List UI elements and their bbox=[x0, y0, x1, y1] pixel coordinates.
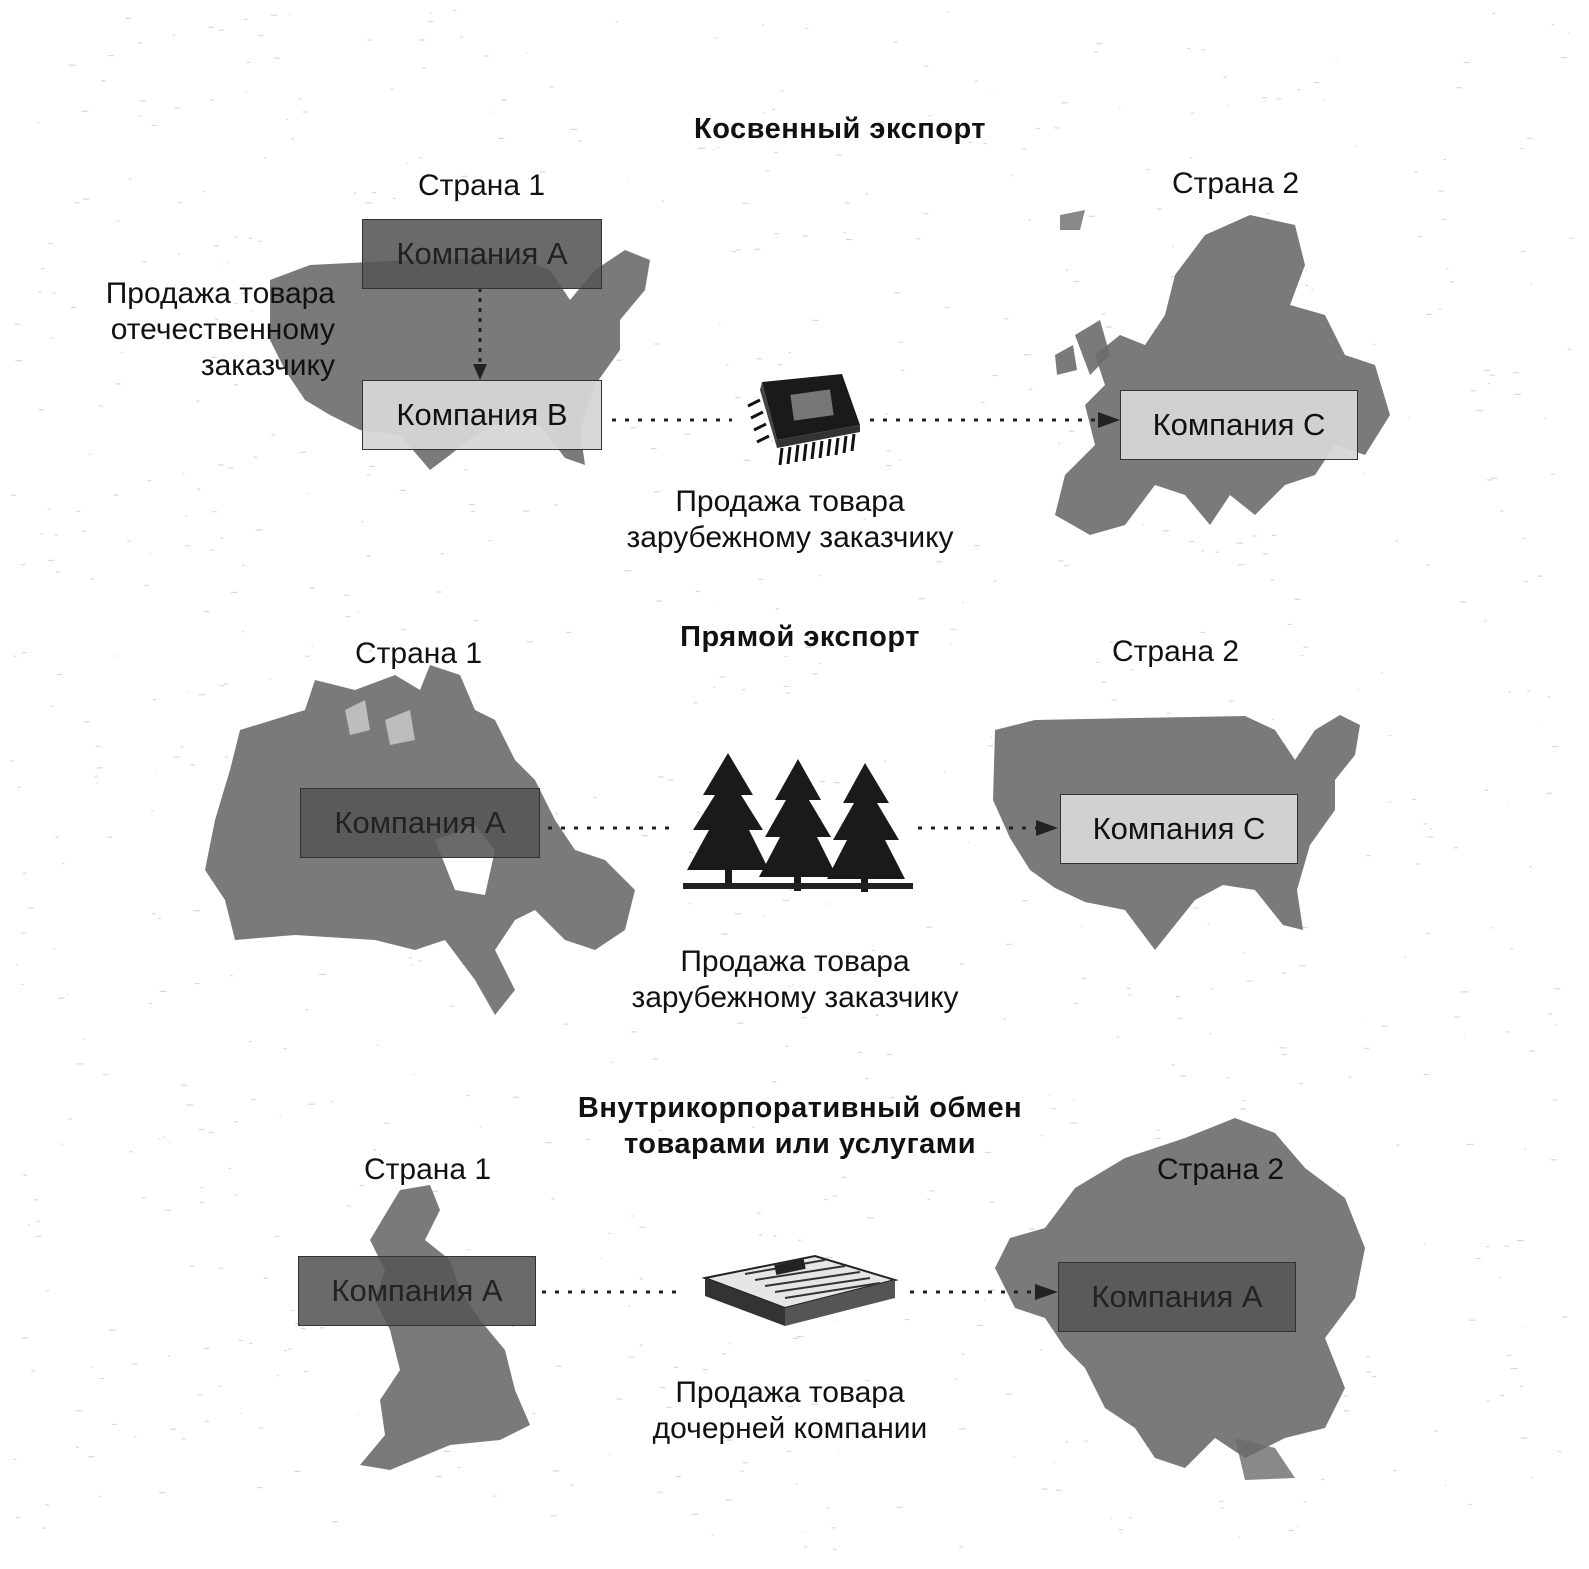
company-a-box: Компания А bbox=[300, 788, 540, 858]
country-2-label: Страна 2 bbox=[1112, 635, 1240, 668]
microchip-icon bbox=[732, 370, 867, 470]
caption-line-2: зарубежному заказчику bbox=[631, 981, 959, 1014]
domestic-sale-line-2: отечественному bbox=[110, 313, 335, 346]
export-arrow bbox=[870, 410, 1122, 430]
country-1-label: Страна 1 bbox=[364, 1153, 492, 1186]
fir-trees-icon bbox=[683, 745, 913, 895]
country-2-label: Страна 2 bbox=[1172, 167, 1300, 200]
title-line-2: товарами или услугами bbox=[623, 1128, 977, 1160]
company-a-box: Компания А bbox=[362, 219, 602, 289]
caption-line-2: зарубежному заказчику bbox=[626, 521, 954, 554]
newspaper-icon bbox=[685, 1250, 900, 1332]
domestic-sale-label bbox=[30, 276, 335, 384]
section-title: Косвенный экспорт bbox=[694, 113, 986, 145]
foreign-sale-caption bbox=[560, 484, 1020, 556]
domestic-arrow bbox=[470, 288, 490, 383]
export-connector-left bbox=[612, 410, 732, 430]
section-title: Прямой экспорт bbox=[680, 621, 920, 653]
country-1-label: Страна 1 bbox=[418, 169, 546, 202]
title-line-1: Внутрикорпоративный обмен bbox=[577, 1092, 1023, 1124]
company-b-box: Компания В bbox=[362, 380, 602, 450]
domestic-sale-line-1: Продажа товара bbox=[105, 277, 335, 310]
caption-line-1: Продажа товара bbox=[675, 1376, 905, 1409]
country-1-label: Страна 1 bbox=[355, 637, 483, 670]
europe-map bbox=[1035, 195, 1405, 565]
export-connector-left bbox=[548, 818, 673, 838]
country-2-label: Страна 2 bbox=[1157, 1153, 1285, 1186]
exchange-connector-left bbox=[542, 1282, 682, 1302]
exchange-arrow bbox=[910, 1282, 1062, 1302]
company-c-box: Компания С bbox=[1120, 390, 1358, 460]
caption-line-1: Продажа товара bbox=[675, 485, 905, 518]
company-a-right-box: Компания А bbox=[1058, 1262, 1296, 1332]
domestic-sale-line-3: заказчику bbox=[200, 349, 335, 382]
company-a-left-box: Компания А bbox=[298, 1256, 536, 1326]
section-title bbox=[520, 1090, 1080, 1162]
caption-line-1: Продажа товара bbox=[680, 945, 910, 978]
great-britain-map bbox=[330, 1180, 540, 1480]
company-c-box: Компания С bbox=[1060, 794, 1298, 864]
foreign-sale-caption bbox=[565, 944, 1025, 1016]
caption-line-2: дочерней компании bbox=[652, 1412, 928, 1445]
export-arrow bbox=[918, 818, 1063, 838]
subsidiary-sale-caption bbox=[560, 1375, 1020, 1447]
